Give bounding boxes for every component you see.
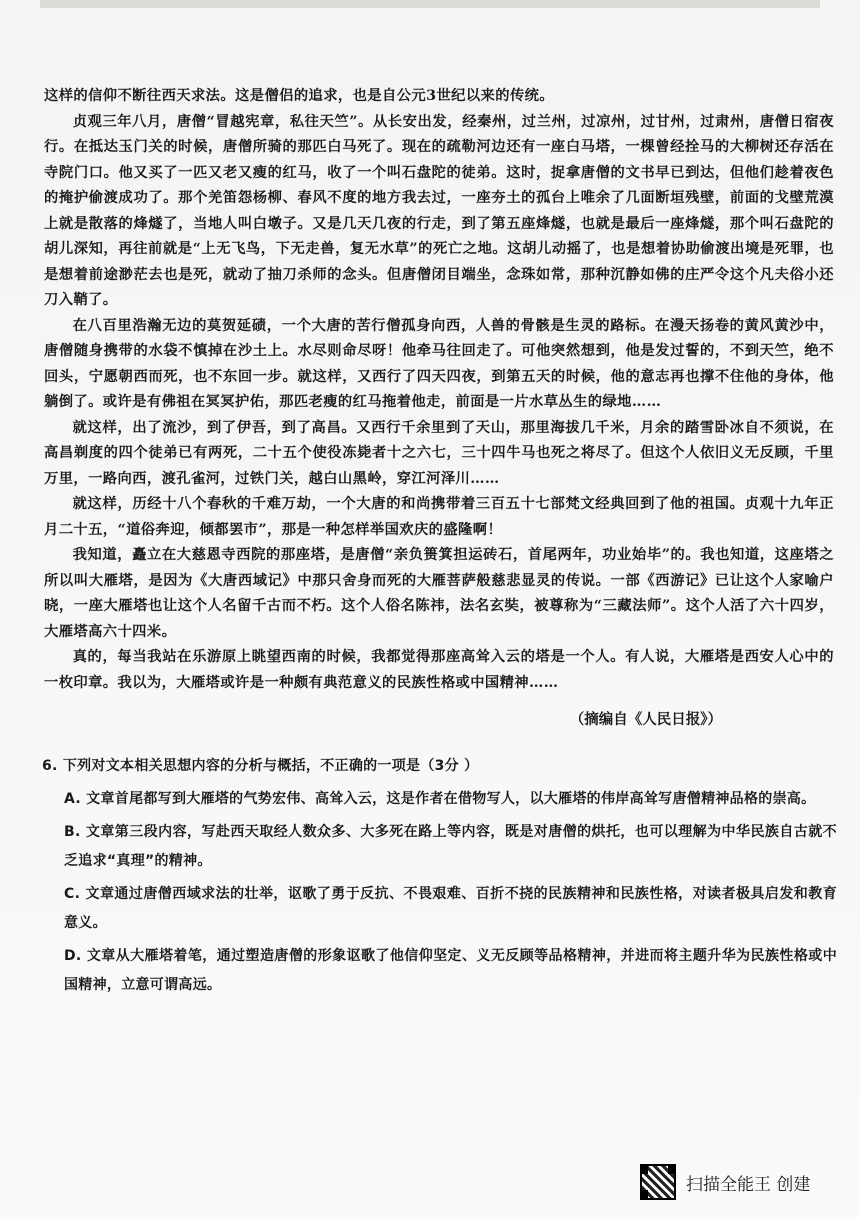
passage-paragraph-1: 这样的信仰不断往西天求法。这是僧侣的追求，也是自公元3世纪以来的传统。 [44, 88, 555, 104]
qr-code-icon [640, 1164, 676, 1200]
passage-paragraph-4: 就这样，出了流沙，到了伊吾，到了高昌。又西行千余里到了天山，那里海拔几千米，月余的踏雪卧冰自不须说，在高昌剃度的四个徒弟已有两死，二十五个使役冻毙者十之六七，三十四牛马也死之将尽了。但这个人依旧义无反顾，千里万里，一路向西，渡孔雀河，过铁门关，越白山黑岭，穿江河泽川…… [44, 419, 834, 487]
question-stem: 6. 下列对文本相关思想内容的分析与概括，不正确的一项是（3分 ） [42, 758, 479, 774]
watermark-text: 扫描全能王 创建 [686, 1174, 811, 1195]
passage-paragraph-3: 在八百里浩瀚无边的莫贺延碛，一个大唐的苦行僧孤身向西，人兽的骨骸是生灵的路标。在漫天扬卷的黄风黄沙中，唐僧随身携带的水袋不慎掉在沙土上。水尽则命尽呀！他牵马往回走了。可他突然想到，他是发过誓的，不到天竺，绝不回头，宁愿朝西而死，也不东回一步。就这样，又西行了四天四夜，到第五天的时候，他的意志再也撑不住他的身体，他躺倒了。或许是有佛祖在冥冥护佑，那匹老瘦的红马拖着他走，前面是一片水草丛生的绿地…… [44, 317, 834, 410]
passage-paragraph-6: 我知道，矗立在大慈恩寺西院的那座塔，是唐僧“亲负篑箕担运砖石，首尾两年，功业始毕”的。我也知道，这座塔之所以叫大雁塔，是因为《大唐西域记》中那只舍身而死的大雁菩萨般慈悲显灵的传说。一部《西游记》已让这个人家喻户晓，一座大雁塔也让这个人名留千古而不朽。这个人俗名陈祎，法名玄奘，被尊称为“三藏法师”。这个人活了六十四岁，大雁塔高六十四米。 [44, 547, 834, 640]
passage-paragraph-7: 真的，每当我站在乐游原上眺望西南的时候，我都觉得那座高耸入云的塔是一个人。有人说，大雁塔是西安人心中的一枚印章。我以为，大雁塔或许是一种颇有典范意义的民族性格或中国精神…… [44, 649, 834, 691]
passage-paragraph-5: 就这样，历经十八个春秋的千难万劫，一个大唐的和尚携带着三百五十七部梵文经典回到了他的祖国。贞观十九年正月二十五，“道俗奔迎，倾都罢市”，那是一种怎样举国欢庆的盛隆啊！ [44, 496, 834, 538]
option-c: C. 文章通过唐僧西域求法的壮举，讴歌了勇于反抗、不畏艰难、百折不挠的民族精神和民族性格，对读者极具启发和教育意义。 [64, 886, 837, 931]
passage-paragraph-2: 贞观三年八月，唐僧“冒越宪章，私往天竺”。从长安出发，经秦州，过兰州，过凉州，过甘州，过肃州，唐僧日宿夜行。在抵达玉门关的时候，唐僧所骑的那匹白马死了。现在的疏勒河边还有一座白马塔，一棵曾经拴马的大柳树还存活在寺院门口。他又买了一匹又老又瘦的红马，收了一个叫石盘陀的徒弟。这时，捉拿唐僧的文书早已到达，但他们趁着夜色的掩护偷渡成功了。那个羌笛怨杨柳、春风不度的地方我去过，一座夯土的孤台上唯余了几面断垣残壁，前面的戈壁荒漠上就是散落的烽燧了，当地人叫白墩子。又是几天几夜的行走，到了第五座烽燧，也就是最后一座烽燧，那个叫石盘陀的胡儿深知，再往前就是“上无飞鸟，下无走兽，复无水草”的死亡之地。这胡儿动摇了，也是想着协助偷渡出境是死罪，也是想着前途渺茫去也是死，就动了抽刀杀师的念头。但唐僧闭目端坐，念珠如常，那种沉静如佛的庄严令这个凡夫俗小还刀入鞘了。 [44, 113, 834, 308]
option-b: B. 文章第三段内容，写赴西天取经人数众多、大多死在路上等内容，既是对唐僧的烘托，也可以理解为中华民族自古就不乏追求“真理”的精神。 [64, 824, 837, 869]
source-citation: （摘编自《人民日报》） [569, 711, 722, 728]
question-6 [42, 752, 837, 1004]
scanner-watermark [640, 1162, 840, 1202]
option-a: A. 文章首尾都写到大雁塔的气势宏伟、高耸入云，这是作者在借物写人，以大雁塔的伟岸高耸写唐僧精神品格的崇高。 [64, 791, 816, 807]
reading-passage [44, 84, 834, 696]
option-d: D. 文章从大雁塔着笔，通过塑造唐僧的形象讴歌了他信仰坚定、义无反顾等品格精神，并进而将主题升华为民族性格或中国精神，立意可谓高远。 [64, 948, 837, 993]
scan-top-edge [40, 0, 820, 8]
